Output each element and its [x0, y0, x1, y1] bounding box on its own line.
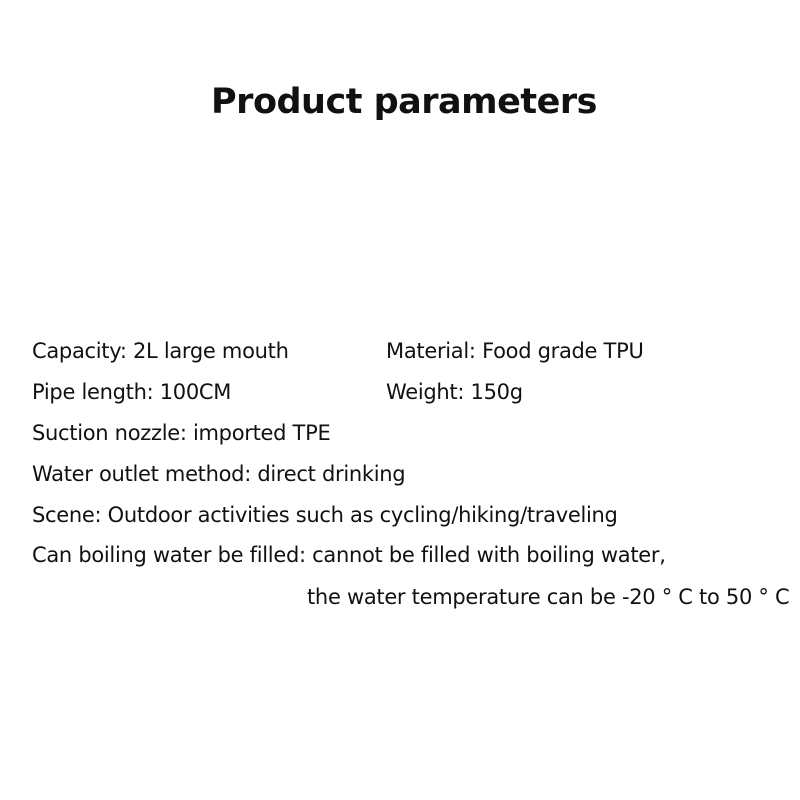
param-weight: Weight: 150g	[386, 380, 523, 404]
param-suction-nozzle: Suction nozzle: imported TPE	[32, 421, 331, 445]
param-temperature: the water temperature can be -20 ° C to 50 ° C	[307, 585, 790, 609]
param-water-outlet: Water outlet method: direct drinking	[32, 462, 406, 486]
page-title: Product parameters	[211, 82, 597, 122]
param-material: Material: Food grade TPU	[386, 339, 644, 363]
param-capacity: Capacity: 2L large mouth	[32, 339, 289, 363]
param-scene: Scene: Outdoor activities such as cycling/hiking/traveling	[32, 503, 618, 527]
param-boiling-water: Can boiling water be filled: cannot be filled with boiling water,	[32, 543, 666, 567]
param-pipe-length: Pipe length: 100CM	[32, 380, 232, 404]
